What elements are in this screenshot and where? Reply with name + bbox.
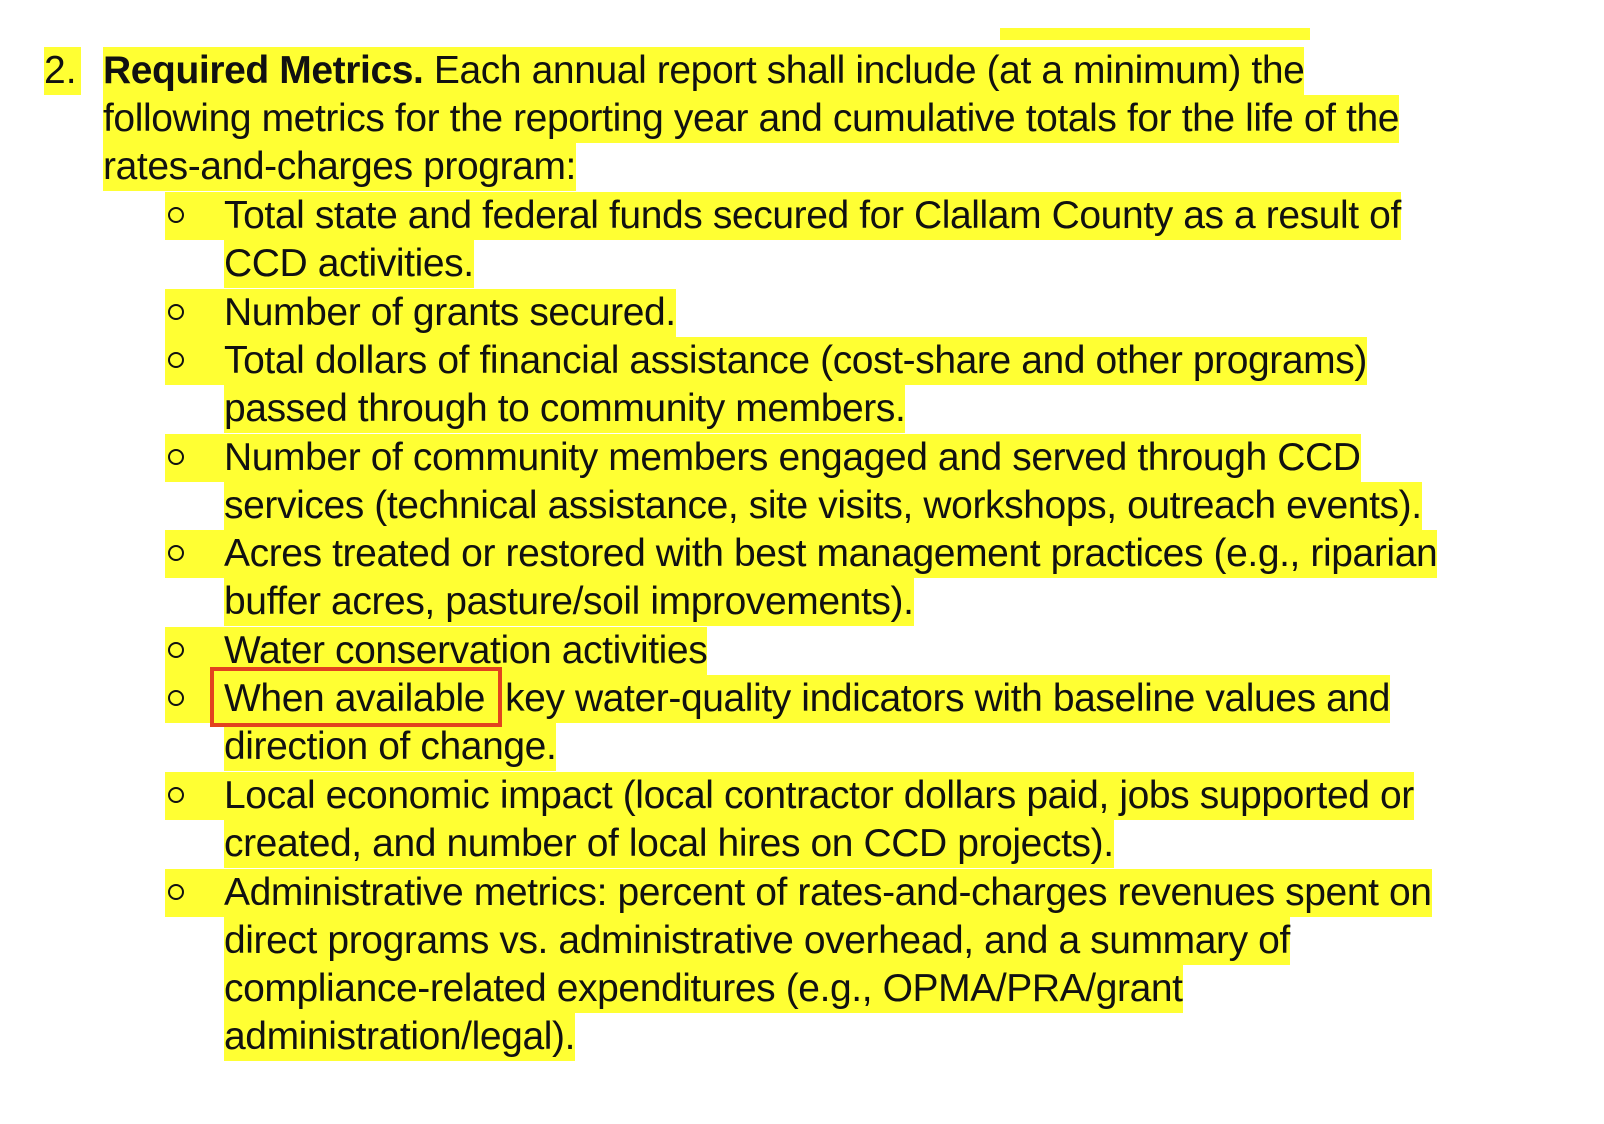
bullet-7-line-2: direction of change. xyxy=(224,723,556,771)
bullet-8-line-2: created, and number of local hires on CCD projects). xyxy=(224,820,1114,868)
intro-line-3: rates-and-charges program: xyxy=(103,143,576,191)
bullet-9-line-1: Administrative metrics: percent of rates-and-charges revenues spent on xyxy=(224,869,1432,917)
boxed-phrase: When available xyxy=(224,677,486,720)
bullet-5-line-1: Acres treated or restored with best management practices (e.g., riparian xyxy=(224,530,1437,578)
bullet-9-line-4: administration/legal). xyxy=(224,1013,575,1061)
clipped-previous-line xyxy=(1000,18,1310,40)
bullet-icon xyxy=(165,337,225,385)
intro-line-2: following metrics for the reporting year and cumulative totals for the life of the xyxy=(103,95,1399,143)
bullet-icon xyxy=(165,530,225,578)
bullet-icon xyxy=(165,434,225,482)
bullet-icon xyxy=(165,289,225,337)
bullet-5-line-2: buffer acres, pasture/soil improvements). xyxy=(224,578,914,626)
bullet-8-line-1: Local economic impact (local contractor dollars paid, jobs supported or xyxy=(224,772,1414,820)
bullet-4-line-2: services (technical assistance, site visits, workshops, outreach events). xyxy=(224,482,1422,530)
bullet-2-line-1: Number of grants secured. xyxy=(224,289,676,337)
intro-text-1: Each annual report shall include (at a minimum) the xyxy=(433,49,1305,92)
list-number: 2. xyxy=(44,47,81,95)
bullet-9-line-2: direct programs vs. administrative overhead, and a summary of xyxy=(224,917,1290,965)
bullet-3-line-2: passed through to community members. xyxy=(224,385,905,433)
bullet-1-line-2: CCD activities. xyxy=(224,240,474,288)
bullet-icon xyxy=(165,869,225,917)
bullet-4-line-1: Number of community members engaged and served through CCD xyxy=(224,434,1361,482)
bullet-9-line-3: compliance-related expenditures (e.g., OPMA/PRA/grant xyxy=(224,965,1183,1013)
bullet-1-line-1: Total state and federal funds secured for Clallam County as a result of xyxy=(224,192,1401,240)
bullet-3-line-1: Total dollars of financial assistance (cost-share and other programs) xyxy=(224,337,1367,385)
bullet-icon xyxy=(165,192,225,240)
annotation-box xyxy=(210,667,502,727)
bullet-7-text: key water-quality indicators with baseline values and xyxy=(505,677,1391,720)
section-heading: Required Metrics. xyxy=(103,49,424,92)
bullet-6-line-1: Water conservation activities xyxy=(224,627,707,675)
intro-line-1 xyxy=(103,47,1304,95)
bullet-icon xyxy=(165,772,225,820)
